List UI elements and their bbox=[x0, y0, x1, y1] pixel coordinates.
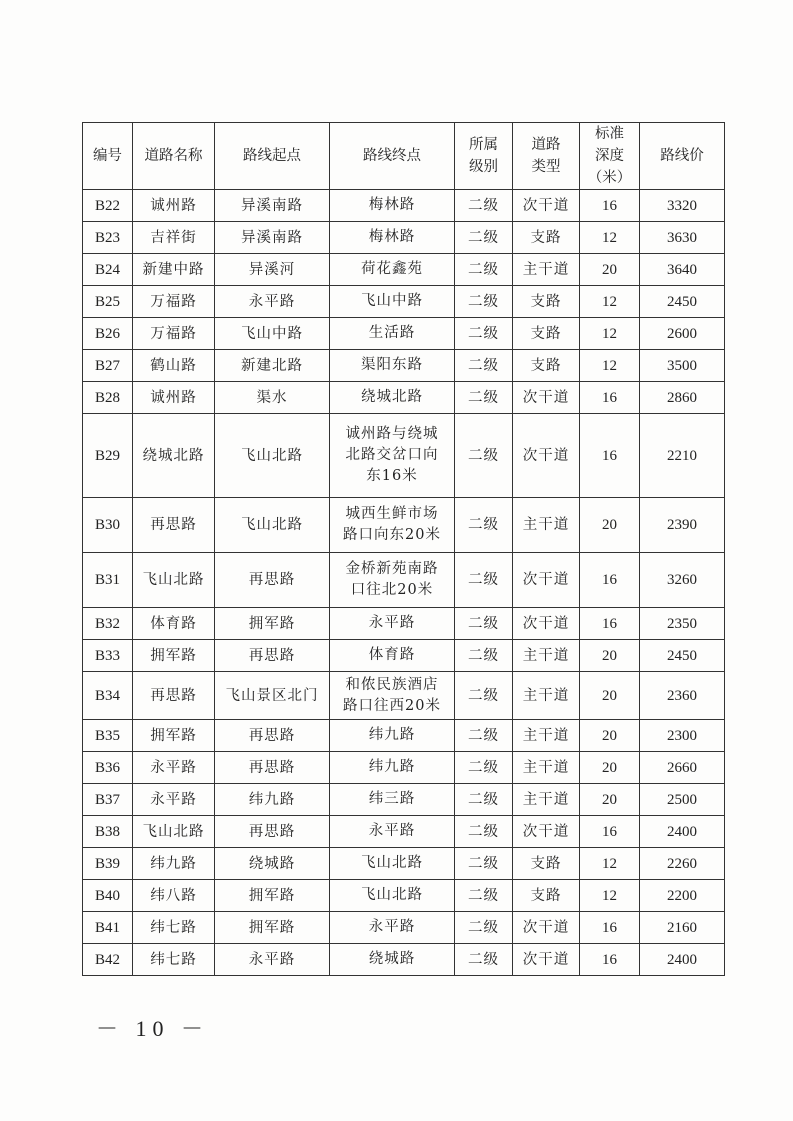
table-row bbox=[83, 912, 725, 944]
table-row bbox=[83, 254, 725, 286]
table-row bbox=[83, 498, 725, 553]
cell-code: B32 bbox=[83, 608, 133, 640]
cell-price: 3640 bbox=[640, 254, 725, 286]
table-row bbox=[83, 382, 725, 414]
cell-price: 2260 bbox=[640, 848, 725, 880]
table-row bbox=[83, 848, 725, 880]
cell-road-name: 飞山北路 bbox=[133, 553, 215, 608]
cell-end: 飞山北路 bbox=[330, 848, 455, 880]
cell-depth: 16 bbox=[580, 553, 640, 608]
cell-start: 异溪河 bbox=[215, 254, 330, 286]
cell-code: B39 bbox=[83, 848, 133, 880]
table-row bbox=[83, 944, 725, 976]
cell-end: 绕城北路 bbox=[330, 382, 455, 414]
cell-price: 2450 bbox=[640, 286, 725, 318]
cell-code: B36 bbox=[83, 752, 133, 784]
cell-code: B31 bbox=[83, 553, 133, 608]
cell-road-type: 主干道 bbox=[513, 752, 580, 784]
cell-road-type: 主干道 bbox=[513, 672, 580, 720]
cell-depth: 20 bbox=[580, 640, 640, 672]
cell-road-type: 主干道 bbox=[513, 784, 580, 816]
cell-price: 2160 bbox=[640, 912, 725, 944]
cell-end: 梅林路 bbox=[330, 222, 455, 254]
cell-code: B42 bbox=[83, 944, 133, 976]
cell-end: 生活路 bbox=[330, 318, 455, 350]
table-row bbox=[83, 608, 725, 640]
cell-road-name: 永平路 bbox=[133, 752, 215, 784]
header-price: 路线价 bbox=[640, 123, 725, 190]
cell-road-type: 主干道 bbox=[513, 720, 580, 752]
cell-price: 2660 bbox=[640, 752, 725, 784]
cell-level: 二级 bbox=[455, 190, 513, 222]
cell-price: 3500 bbox=[640, 350, 725, 382]
cell-price: 2200 bbox=[640, 880, 725, 912]
cell-depth: 16 bbox=[580, 190, 640, 222]
cell-price: 2400 bbox=[640, 944, 725, 976]
cell-price: 2500 bbox=[640, 784, 725, 816]
cell-road-name: 体育路 bbox=[133, 608, 215, 640]
cell-level: 二级 bbox=[455, 286, 513, 318]
cell-level: 二级 bbox=[455, 816, 513, 848]
cell-level: 二级 bbox=[455, 254, 513, 286]
table-row bbox=[83, 784, 725, 816]
cell-start: 永平路 bbox=[215, 286, 330, 318]
cell-road-name: 再思路 bbox=[133, 498, 215, 553]
cell-end: 诚州路与绕城 北路交岔口向 东16米 bbox=[330, 414, 455, 498]
cell-road-type: 主干道 bbox=[513, 498, 580, 553]
header-depth: 标准 深度 （米） bbox=[580, 123, 640, 190]
cell-code: B22 bbox=[83, 190, 133, 222]
cell-start: 纬九路 bbox=[215, 784, 330, 816]
cell-level: 二级 bbox=[455, 880, 513, 912]
cell-depth: 20 bbox=[580, 672, 640, 720]
table-row bbox=[83, 752, 725, 784]
cell-road-type: 支路 bbox=[513, 880, 580, 912]
cell-end: 和侬民族酒店 路口往西20米 bbox=[330, 672, 455, 720]
cell-price: 2300 bbox=[640, 720, 725, 752]
cell-road-type: 主干道 bbox=[513, 640, 580, 672]
cell-end: 金桥新苑南路 口往北20米 bbox=[330, 553, 455, 608]
table-row bbox=[83, 553, 725, 608]
cell-depth: 12 bbox=[580, 848, 640, 880]
cell-price: 3260 bbox=[640, 553, 725, 608]
cell-depth: 16 bbox=[580, 912, 640, 944]
table-row bbox=[83, 350, 725, 382]
cell-level: 二级 bbox=[455, 350, 513, 382]
cell-price: 2350 bbox=[640, 608, 725, 640]
cell-start: 异溪南路 bbox=[215, 222, 330, 254]
cell-level: 二级 bbox=[455, 784, 513, 816]
cell-code: B26 bbox=[83, 318, 133, 350]
cell-road-name: 鹤山路 bbox=[133, 350, 215, 382]
cell-end: 纬三路 bbox=[330, 784, 455, 816]
table-row bbox=[83, 286, 725, 318]
table-row bbox=[83, 318, 725, 350]
cell-depth: 12 bbox=[580, 350, 640, 382]
cell-road-type: 支路 bbox=[513, 286, 580, 318]
table-row bbox=[83, 222, 725, 254]
cell-depth: 12 bbox=[580, 880, 640, 912]
table-row bbox=[83, 880, 725, 912]
cell-start: 再思路 bbox=[215, 553, 330, 608]
cell-start: 绕城路 bbox=[215, 848, 330, 880]
cell-road-name: 万福路 bbox=[133, 318, 215, 350]
cell-road-name: 纬九路 bbox=[133, 848, 215, 880]
cell-depth: 20 bbox=[580, 254, 640, 286]
cell-level: 二级 bbox=[455, 912, 513, 944]
page-number: － 10 － bbox=[96, 1016, 210, 1041]
cell-code: B41 bbox=[83, 912, 133, 944]
cell-code: B33 bbox=[83, 640, 133, 672]
cell-code: B30 bbox=[83, 498, 133, 553]
cell-road-type: 次干道 bbox=[513, 553, 580, 608]
cell-road-type: 次干道 bbox=[513, 912, 580, 944]
table-row bbox=[83, 816, 725, 848]
cell-code: B40 bbox=[83, 880, 133, 912]
cell-road-name: 吉祥街 bbox=[133, 222, 215, 254]
cell-code: B35 bbox=[83, 720, 133, 752]
cell-road-name: 纬八路 bbox=[133, 880, 215, 912]
cell-depth: 12 bbox=[580, 222, 640, 254]
cell-depth: 12 bbox=[580, 286, 640, 318]
cell-start: 异溪南路 bbox=[215, 190, 330, 222]
road-price-table bbox=[82, 122, 725, 976]
cell-level: 二级 bbox=[455, 222, 513, 254]
cell-level: 二级 bbox=[455, 553, 513, 608]
cell-code: B27 bbox=[83, 350, 133, 382]
cell-road-name: 万福路 bbox=[133, 286, 215, 318]
cell-depth: 16 bbox=[580, 944, 640, 976]
cell-level: 二级 bbox=[455, 752, 513, 784]
cell-end: 永平路 bbox=[330, 608, 455, 640]
header-start: 路线起点 bbox=[215, 123, 330, 190]
cell-road-type: 支路 bbox=[513, 350, 580, 382]
cell-start: 飞山北路 bbox=[215, 414, 330, 498]
table-header-row bbox=[83, 123, 725, 190]
cell-start: 渠水 bbox=[215, 382, 330, 414]
table-row bbox=[83, 720, 725, 752]
cell-code: B25 bbox=[83, 286, 133, 318]
cell-end: 渠阳东路 bbox=[330, 350, 455, 382]
cell-road-name: 永平路 bbox=[133, 784, 215, 816]
cell-end: 绕城路 bbox=[330, 944, 455, 976]
cell-road-name: 新建中路 bbox=[133, 254, 215, 286]
cell-level: 二级 bbox=[455, 640, 513, 672]
cell-price: 2360 bbox=[640, 672, 725, 720]
cell-price: 3630 bbox=[640, 222, 725, 254]
cell-start: 拥军路 bbox=[215, 912, 330, 944]
cell-road-type: 支路 bbox=[513, 222, 580, 254]
cell-end: 纬九路 bbox=[330, 752, 455, 784]
cell-road-name: 拥军路 bbox=[133, 720, 215, 752]
cell-start: 飞山北路 bbox=[215, 498, 330, 553]
cell-road-name: 飞山北路 bbox=[133, 816, 215, 848]
table-row bbox=[83, 672, 725, 720]
cell-start: 飞山景区北门 bbox=[215, 672, 330, 720]
cell-end: 体育路 bbox=[330, 640, 455, 672]
cell-price: 2400 bbox=[640, 816, 725, 848]
cell-price: 2390 bbox=[640, 498, 725, 553]
cell-depth: 20 bbox=[580, 752, 640, 784]
cell-road-name: 诚州路 bbox=[133, 190, 215, 222]
cell-road-type: 次干道 bbox=[513, 382, 580, 414]
cell-code: B24 bbox=[83, 254, 133, 286]
cell-end: 飞山北路 bbox=[330, 880, 455, 912]
cell-code: B29 bbox=[83, 414, 133, 498]
cell-start: 再思路 bbox=[215, 640, 330, 672]
cell-depth: 20 bbox=[580, 498, 640, 553]
cell-end: 永平路 bbox=[330, 816, 455, 848]
cell-road-type: 支路 bbox=[513, 318, 580, 350]
table-row bbox=[83, 414, 725, 498]
cell-level: 二级 bbox=[455, 848, 513, 880]
cell-end: 永平路 bbox=[330, 912, 455, 944]
cell-end: 城西生鲜市场 路口向东20米 bbox=[330, 498, 455, 553]
cell-road-name: 纬七路 bbox=[133, 944, 215, 976]
cell-start: 再思路 bbox=[215, 720, 330, 752]
cell-road-type: 次干道 bbox=[513, 944, 580, 976]
cell-road-name: 绕城北路 bbox=[133, 414, 215, 498]
cell-price: 2860 bbox=[640, 382, 725, 414]
cell-code: B38 bbox=[83, 816, 133, 848]
cell-depth: 16 bbox=[580, 382, 640, 414]
cell-code: B23 bbox=[83, 222, 133, 254]
cell-road-type: 次干道 bbox=[513, 414, 580, 498]
cell-level: 二级 bbox=[455, 498, 513, 553]
table-body bbox=[83, 190, 725, 976]
cell-depth: 20 bbox=[580, 720, 640, 752]
cell-level: 二级 bbox=[455, 944, 513, 976]
cell-start: 飞山中路 bbox=[215, 318, 330, 350]
cell-level: 二级 bbox=[455, 720, 513, 752]
table-row bbox=[83, 190, 725, 222]
cell-depth: 16 bbox=[580, 414, 640, 498]
cell-level: 二级 bbox=[455, 318, 513, 350]
header-code: 编号 bbox=[83, 123, 133, 190]
cell-road-name: 诚州路 bbox=[133, 382, 215, 414]
cell-road-type: 次干道 bbox=[513, 608, 580, 640]
cell-price: 2600 bbox=[640, 318, 725, 350]
cell-start: 拥军路 bbox=[215, 880, 330, 912]
cell-code: B28 bbox=[83, 382, 133, 414]
cell-road-name: 纬七路 bbox=[133, 912, 215, 944]
header-level: 所属 级别 bbox=[455, 123, 513, 190]
cell-start: 再思路 bbox=[215, 752, 330, 784]
cell-start: 拥军路 bbox=[215, 608, 330, 640]
cell-price: 3320 bbox=[640, 190, 725, 222]
cell-start: 新建北路 bbox=[215, 350, 330, 382]
cell-road-name: 拥军路 bbox=[133, 640, 215, 672]
cell-price: 2210 bbox=[640, 414, 725, 498]
cell-start: 再思路 bbox=[215, 816, 330, 848]
cell-road-type: 支路 bbox=[513, 848, 580, 880]
cell-level: 二级 bbox=[455, 608, 513, 640]
cell-code: B37 bbox=[83, 784, 133, 816]
cell-code: B34 bbox=[83, 672, 133, 720]
cell-end: 飞山中路 bbox=[330, 286, 455, 318]
cell-level: 二级 bbox=[455, 382, 513, 414]
cell-road-name: 再思路 bbox=[133, 672, 215, 720]
cell-road-type: 次干道 bbox=[513, 190, 580, 222]
cell-price: 2450 bbox=[640, 640, 725, 672]
cell-depth: 12 bbox=[580, 318, 640, 350]
cell-road-type: 主干道 bbox=[513, 254, 580, 286]
table-row bbox=[83, 640, 725, 672]
cell-start: 永平路 bbox=[215, 944, 330, 976]
cell-end: 梅林路 bbox=[330, 190, 455, 222]
header-road-type: 道路 类型 bbox=[513, 123, 580, 190]
cell-depth: 20 bbox=[580, 784, 640, 816]
header-end: 路线终点 bbox=[330, 123, 455, 190]
cell-depth: 16 bbox=[580, 608, 640, 640]
cell-road-type: 次干道 bbox=[513, 816, 580, 848]
cell-level: 二级 bbox=[455, 672, 513, 720]
cell-level: 二级 bbox=[455, 414, 513, 498]
cell-end: 纬九路 bbox=[330, 720, 455, 752]
header-road-name: 道路名称 bbox=[133, 123, 215, 190]
cell-depth: 16 bbox=[580, 816, 640, 848]
cell-end: 荷花鑫苑 bbox=[330, 254, 455, 286]
